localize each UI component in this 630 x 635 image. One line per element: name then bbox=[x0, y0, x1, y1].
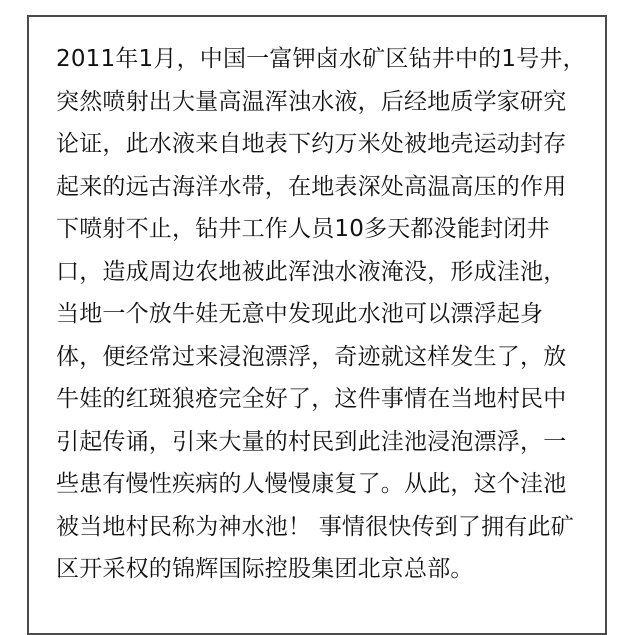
article-line: 当地一个放牛娃无意中发现此水池可以漂浮起身 bbox=[56, 301, 544, 327]
article-line: 牛娃的红斑狼疮完全好了，这件事情在当地村民中 bbox=[56, 386, 567, 412]
article-text bbox=[56, 38, 591, 591]
article-line: 论证，此水液来自地表下约万米处被地壳运动封存 bbox=[56, 131, 567, 157]
article-line: 引起传诵，引来大量的村民到此洼池浸泡漂浮，一 bbox=[56, 428, 567, 455]
article-line: 起来的远古海洋水带，在地表深处高温高压的作用 bbox=[56, 173, 567, 200]
article-line: 下喷射不止，钻井工作人员10多天都没能封闭井 bbox=[56, 216, 550, 242]
article-line: 区开采权的锦辉国际控股集团北京总部。 bbox=[56, 556, 474, 582]
article-line: 突然喷射出大量高温浑浊水液，后经地质学家研究 bbox=[56, 88, 567, 115]
article-line: 口，造成周边农地被此浑浊水液淹没，形成洼池， bbox=[56, 258, 567, 285]
article-line: 2011年1月，中国一富钾卤水矿区钻井中的1号井， bbox=[56, 46, 586, 72]
article-line: 被当地村民称为神水池！ 事情很快传到了拥有此矿 bbox=[56, 513, 574, 540]
article-line: 体，便经常过来浸泡漂浮，奇迹就这样发生了，放 bbox=[56, 343, 567, 370]
article-line: 些患有慢性疾病的人慢慢康复了。从此，这个洼池 bbox=[56, 471, 567, 497]
